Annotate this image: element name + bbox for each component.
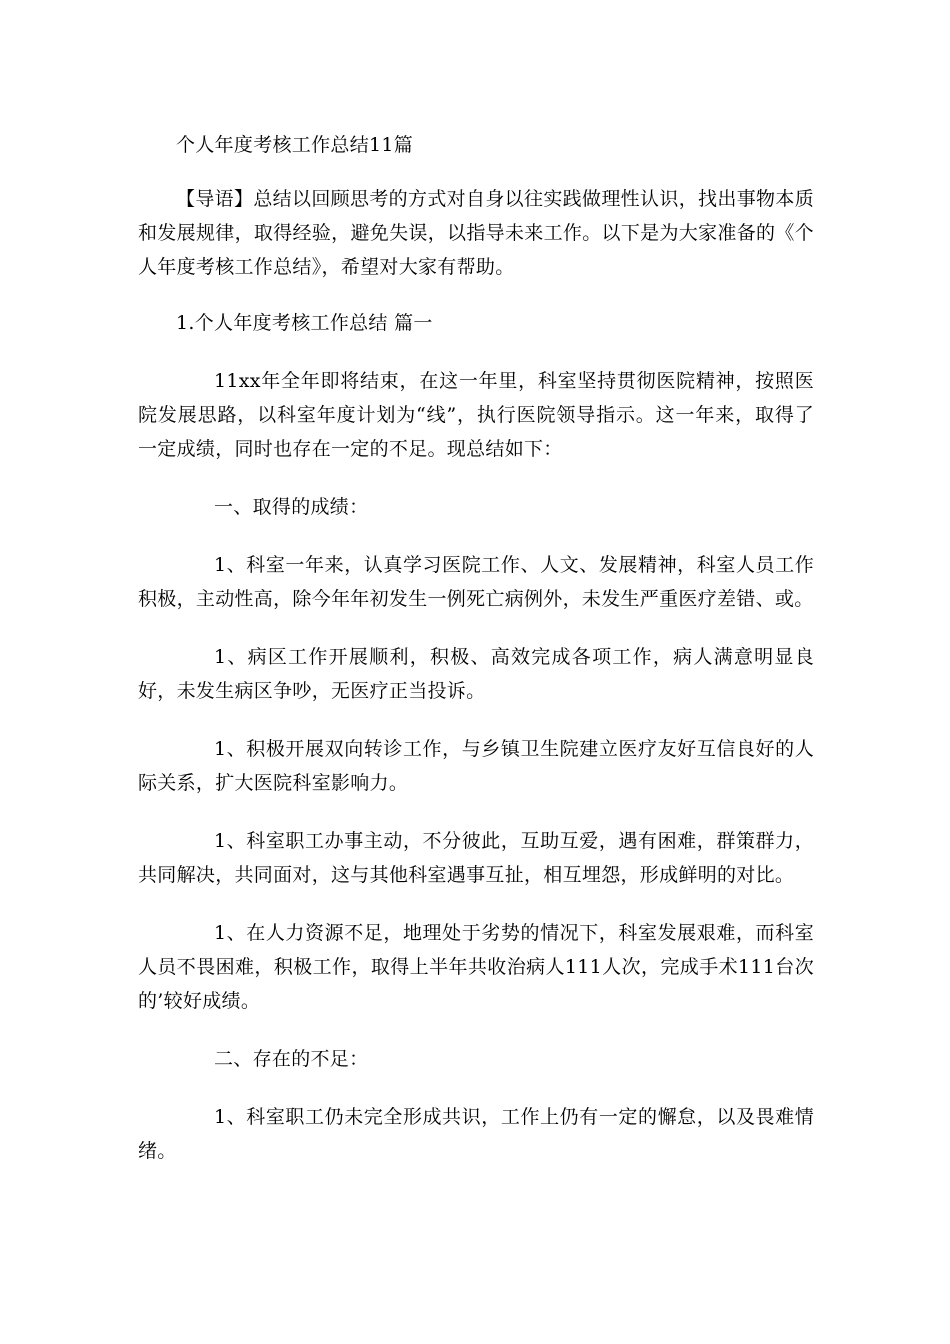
achievement-paragraph-5: 1、在人力资源不足，地理处于劣势的情况下，科室发展艰难，而科室人员不畏困难，积极工作，取得上半年共收治病人111人次，完成手术111台次的’较好成绩。 (138, 922, 814, 1012)
achievement-paragraph-2: 1、病区工作开展顺利，积极、高效完成各项工作，病人满意明显良好，未发生病区争吵，无医疗正当投诉。 (138, 646, 814, 702)
intro-paragraph: 【导语】总结以回顾思考的方式对自身以往实践做理性认识，找出事物本质和发展规律，取得经验，避免失误，以指导未来工作。以下是为大家准备的《个人年度考核工作总结》，希望对大家有帮助。 (138, 188, 814, 278)
shortcoming-paragraph-1: 1、科室职工仍未完全形成共识，工作上仍有一定的懈怠，以及畏难情绪。 (138, 1106, 814, 1162)
achievements-heading: 一、取得的成绩： (214, 496, 369, 518)
document-title: 个人年度考核工作总结11篇 (176, 134, 414, 156)
achievement-paragraph-4: 1、科室职工办事主动，不分彼此，互助互爱，遇有困难，群策群力，共同解决，共同面对，这与其他科室遇事互扯，相互埋怨，形成鲜明的对比。 (138, 830, 814, 886)
shortcomings-heading: 二、存在的不足： (214, 1048, 369, 1070)
achievement-paragraph-1: 1、科室一年来，认真学习医院工作、人文、发展精神，科室人员工作积极，主动性高，除今年年初发生一例死亡病例外，未发生严重医疗差错、或。 (138, 554, 814, 610)
document-page (138, 128, 814, 1192)
opening-paragraph: 11xx年全年即将结束，在这一年里，科室坚持贯彻医院精神，按照医院发展思路，以科室年度计划为“线”，执行医院领导指示。这一年来，取得了一定成绩，同时也存在一定的不足。现总结如下： (138, 370, 814, 460)
achievement-paragraph-3: 1、积极开展双向转诊工作，与乡镇卫生院建立医疗友好互信良好的人际关系，扩大医院科室影响力。 (138, 738, 814, 794)
section-1-title: 1.个人年度考核工作总结 篇一 (176, 312, 433, 334)
